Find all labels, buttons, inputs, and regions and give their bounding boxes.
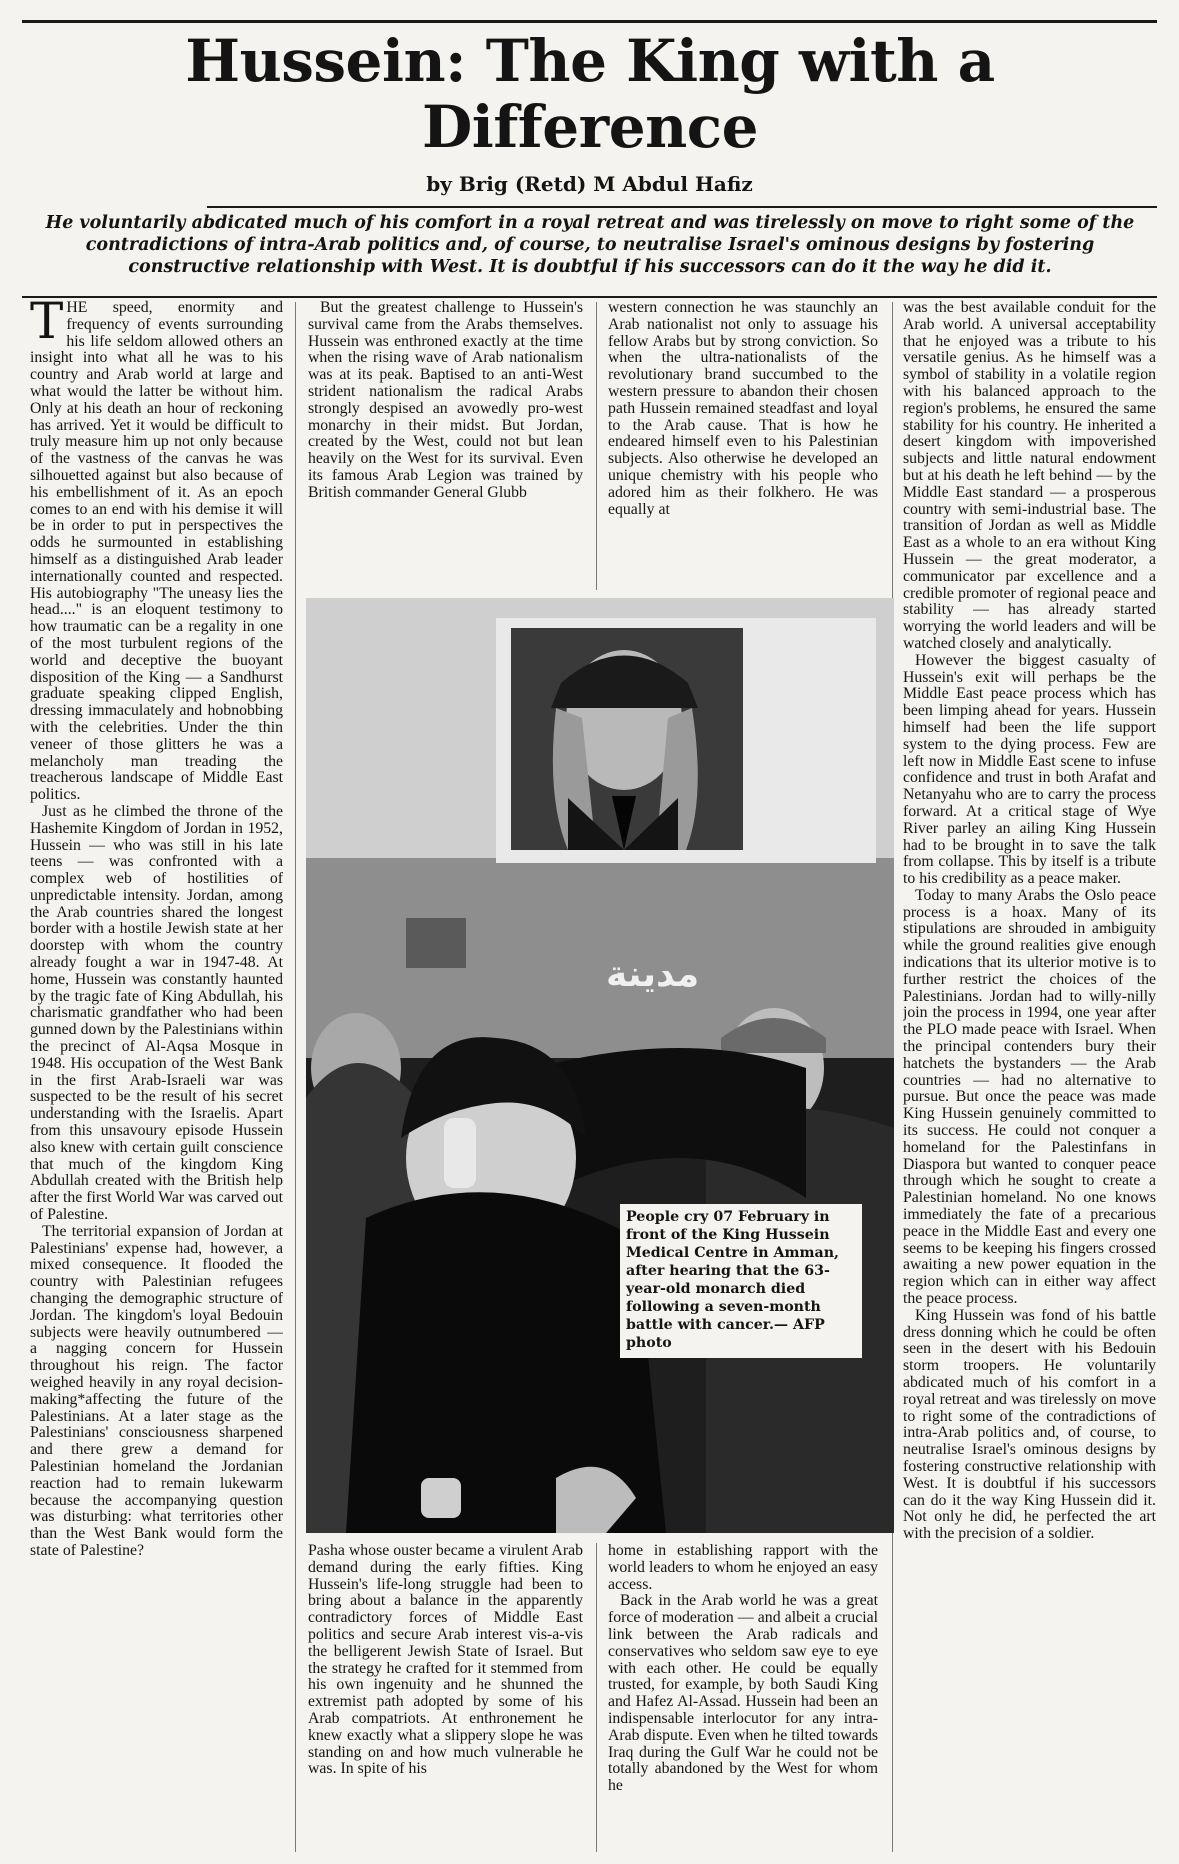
column-divider: [596, 1543, 597, 1852]
headline: Hussein: The King with a Difference: [185, 27, 995, 161]
news-photo: [306, 598, 894, 1533]
building-sign-text: مدينة: [606, 954, 700, 995]
paragraph-text: HE speed, enormity and frequency of events surrounding his life seldom allowed others an insight into what all he was to his country and Arab world at large and what would the latter be without him. Only at his death an hour of reckoning has arrived. Yet it would be difficult to truly measure him up not only because of the vastness of the canvas he was silhouetted against but also because of his embellishment of it. As an epoch comes to an end with his demise it will be in order to put in perspectives the odds he surmounted in establishing himself as a distinguished Arab leader internationally counted and respected. His autobiography "The uneasy lies the head...." is an eloquent testimony to how traumatic can be a regality in one of the most turbulent regions of the world and deceptive the buoyant disposition of the King — a Sandhurst graduate speaking clipped English, dressing immaculately and hobnobbing with the celebrities. Under the thin veneer of those glitters he was a melancholy man treading the treacherous landscape of Middle East politics.: [30, 300, 283, 804]
paragraph: King Hussein was fond of his battle dress donning which he could be often seen in the desert with his Bedouin storm troopers. He voluntarily abdicated much of his comfort in a royal retreat and was tirelessly on move to right some of the contradictions of intra-Arab politics and, of course, to neutralise Israel's ominous designs by fostering constructive relationship with West. It is doubtful if his successors can do it the way King Hussein did it. Not only he did, he perfected the art with the precision of a soldier.: [903, 1306, 1156, 1543]
paragraph: was the best available conduit for the Arab world. A universal acceptability that he enjoyed was a tribute to his versatile genius. As he himself was a symbol of stability in a volatile region with his balanced approach to the region's problems, he ensured the same stability for his country. He inherited a desert kingdom with impoverished subjects and little natural endowment but at his death he left behind — by the Middle East standard — a prosperous country with semi-industrial base. The transition of Jordan as well as Middle East as a whole to an era without King Hussein — the great moderator, a communicator par excellence and a credible promoter of regional peace and stability — has already started worrying the world leaders and will be watched closely and analytically.: [903, 300, 1156, 652]
deck-top-rule: [207, 206, 1157, 208]
byline: by Brig (Retd) M Abdul Hafiz: [426, 172, 753, 196]
column-divider: [295, 302, 296, 1852]
paragraph: western connection he was staunchly an Arab nationalist not only to assuage his fellow Arabs but by strong conviction. So when the ultra-nationalists of the revolutionary brand succumbed to the western pressure to abandon their chosen path Hussein remained steadfast and loyal to the Arab cause. That is how he endeared himself even to his Palestinian subjects. Also otherwise he developed an unique chemistry with his people who adored him as their folkhero. He was equally at: [608, 300, 878, 518]
deck-bottom-rule: [22, 296, 1157, 298]
column-divider: [596, 302, 597, 590]
paragraph: [30, 300, 283, 804]
column-2-bottom: [308, 1543, 583, 1853]
deck: He voluntarily abdicated much of his comfort in a royal retreat and was tirelessly on move to right some of the contradictions of intra-Arab politics and, of course, to neutralise Israel's ominous designs by fostering constructive relationship with West. It is doubtful if his successors can do it the way he did it.: [45, 213, 1135, 277]
paragraph: Today to many Arabs the Oslo peace process is a hoax. Many of its stipulations are shrouded in ambiguity while the ground realities give enough indications that its ulterior motive is to further restrict the choices of the Palestinians. Jordan had to willy-nilly join the process in 1994, one year after the PLO made peace with Israel. When the principal contenders bury their hatchets the bystanders — the Arab countries — had no alternative to pursue. But once the peace was made King Hussein genuinely committed to its success. He could not conquer a homeland for the Palestinfans in Diaspora but wanted to conquer peace through which he sought to create a Palestinian homeland. No one knows immediately the fate of a precarious peace in the Middle East and every one seems to be keeping his fingers crossed awaiting a new power equation in the region which can in either way affect the peace process.: [903, 886, 1156, 1308]
paragraph: However the biggest casualty of Hussein's exit will perhaps be the Middle East peace process which has been limping ahead for years. Hussein himself had been the life support system to the dying process. Few are left now in Middle East scene to infuse confidence and trust in both Arafat and Netanyahu who are to carry the process forward. At a critical stage of Wye River parley an ailing King Hussein had to be brought in to save the talk from collapse. This by itself is a tribute to his credibility as a peace maker.: [903, 651, 1156, 888]
paragraph: Pasha whose ouster became a virulent Arab demand during the early fifties. King Hussein's life-long struggle had been to bring about a balance in the apparently contradictory forces of Middle East politics and secure Arab interest vis-a-vis the belligerent Jewish State of Israel. But the strategy he crafted for it stemmed from his own ingenuity and he shunned the extremist path adopted by some of his Arab compatriots. At enthronement he knew exactly what a slippery slope he was standing on and how much vulnerable he was. In spite of his: [308, 1543, 583, 1778]
paragraph: But the greatest challenge to Hussein's survival came from the Arabs themselves. Hussein was enthroned exactly at the time when the rising wave of Arab nationalism was at its peak. Baptised to an anti-West strident nationalism the radical Arabs strongly despised an avowedly pro-west monarchy in their midst. But Jordan, created by the West, could not but lean heavily on the West for its survival. Even its famous Arab Legion was trained by British commander General Glubb: [308, 300, 583, 501]
photo-graphic: [306, 598, 894, 1533]
column-1: [30, 300, 283, 1852]
column-3-bottom: [608, 1543, 878, 1853]
column-2-top: [308, 300, 583, 590]
paragraph: home in establishing rapport with the world leaders to whom he enjoyed an easy access.: [608, 1543, 878, 1593]
paragraph: Just as he climbed the throne of the Hashemite Kingdom of Jordan in 1952, Hussein — who was still in his late teens — was confronted with a complex web of hostilities of unpredictable intensity. Jordan, among the Arab countries shared the longest border with a hostile Jewish state at her doorstep with whom the country already fought a war in 1947-48. At home, Hussein was constantly haunted by the tragic fate of King Abdullah, his charismatic grandfather who had been gunned down by the Palestinians within the precinct of Al-Aqsa Mosque in 1948. His occupation of the West Bank in the first Arab-Israeli war was suspected to be the result of his secret understanding with the Israelis. Apart from this unsavoury episode Hussein also knew with certain guilt conscience that much of the kingdom King Abdullah created with the British help after the first World War was carved out of Palestine.: [30, 802, 283, 1224]
top-rule: [22, 20, 1157, 23]
column-3-top: [608, 300, 878, 590]
photo-caption: People cry 07 February in front of the King Hussein Medical Centre in Amman, after hearing that the 63-year-old monarch died following a seven-month battle with cancer.— AFP photo: [620, 1204, 862, 1358]
drop-cap: T: [30, 300, 64, 350]
paragraph: Back in the Arab world he was a great force of moderation — and albeit a crucial link between the Arab radicals and conservatives who seldom saw eye to eye with each other. He could be equally trusted, for example, by both Saudi King and Hafez Al-Assad. Hussein had been an indispensable interlocutor for any intra-Arab dispute. Even when he tilted towards Iraq during the Gulf War he could not be totally abandoned by the West for whom he: [608, 1592, 878, 1795]
column-4: [903, 300, 1156, 1852]
paragraph: The territorial expansion of Jordan at Palestinians' expense had, however, a mixed consequence. It flooded the country with Palestinian refugees changing the demographic structure of Jordan. The kingdom's loyal Bedouin subjects were heavily outnumbered — a nagging concern for Hussein throughout his reign. The factor weighed heavily in any royal decision-making*affecting the future of the Palestinians. At a later stage as the Palestinians' consciousness sharpened and there grew a demand for Palestinian homeland the Jordanian reaction had to remain lukewarm because the accompanying question was disturbing: what territories other than the West Bank would form the state of Palestine?: [30, 1222, 283, 1559]
